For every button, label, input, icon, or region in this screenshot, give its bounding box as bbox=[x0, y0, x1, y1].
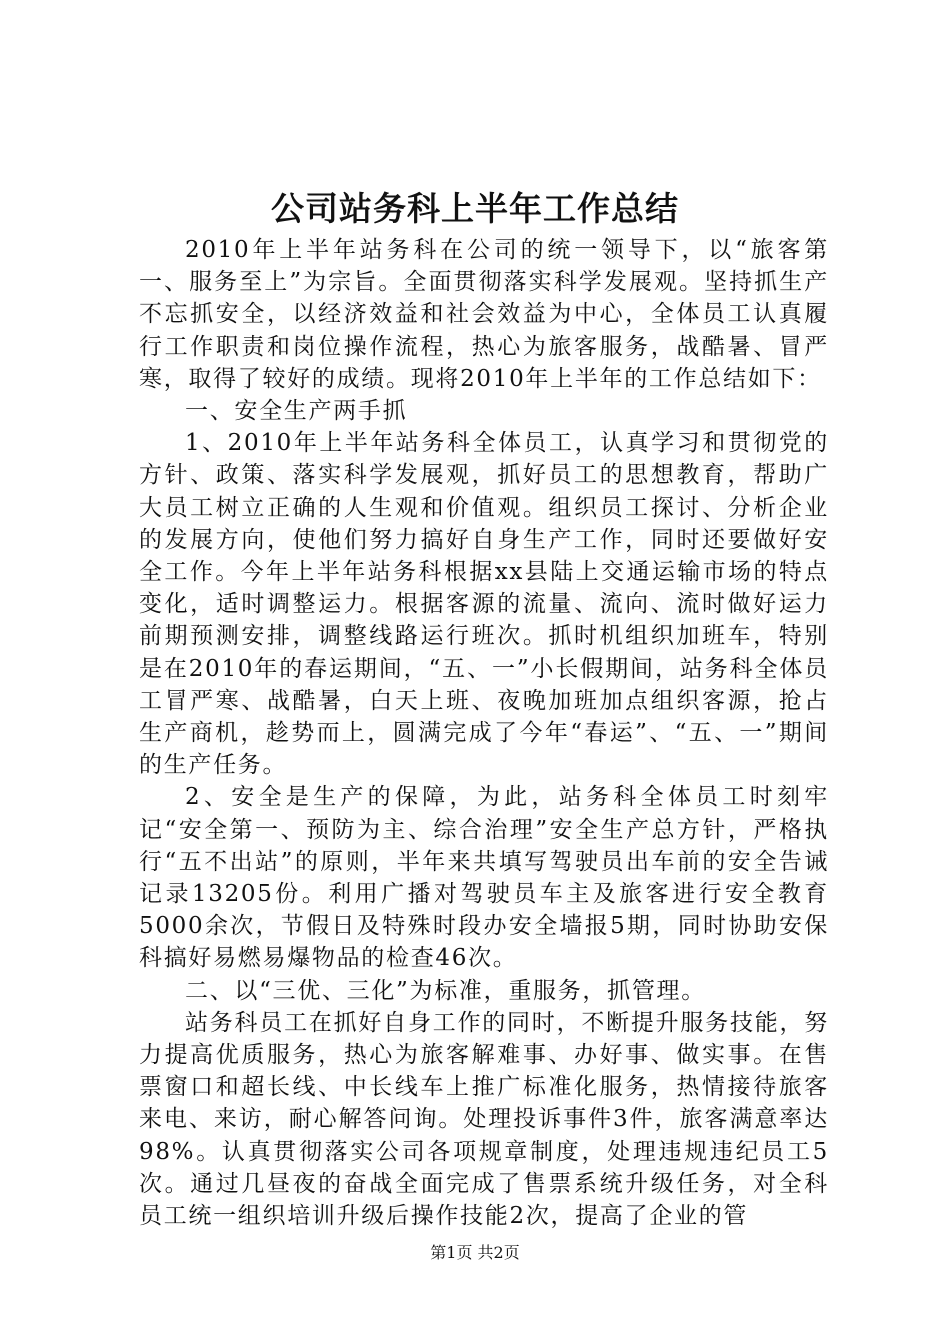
document-body bbox=[139, 234, 829, 1232]
safety-paragraph-2: 2、安全是生产的保障，为此，站务科全体员工时刻牢记“安全第一、预防为主、综合治理”安全生产总方针，严格执行“五不出站”的原则，半年来共填写驾驶员出车前的安全告诫记录13205份。利用广播对驾驶员车主及旅客进行安全教育5000余次，节假日及特殊时段办安全墙报5期，同时协助安保科搞好易燃易爆物品的检查46次。 bbox=[139, 784, 829, 972]
page-footer: 第1页 共2页 bbox=[430, 1243, 520, 1262]
safety-paragraph-1: 1、2010年上半年站务科全体员工，认真学习和贯彻党的方针、政策、落实科学发展观，抓好员工的思想教育，帮助广大员工树立正确的人生观和价值观。组织员工探讨、分析企业的发展方向，使他们努力搞好自身生产工作，同时还要做好安全工作。今年上半年站务科根据xx县陆上交通运输市场的特点变化，适时调整运力。根据客源的流量、流向、流时做好运力前期预测安排，调整线路运行班次。抓时机组织加班车，特别是在2010年的春运期间，“五、一”小长假期间，站务科全体员工冒严寒、战酷暑，白天上班、夜晚加班加点组织客源，抢占生产商机，趁势而上，圆满完成了今年“春运”、“五、一”期间的生产任务。 bbox=[139, 430, 829, 779]
service-paragraph: 站务科员工在抓好自身工作的同时，不断提升服务技能，努力提高优质服务，热心为旅客解难事、办好事、做实事。在售票窗口和超长线、中长线车上推广标准化服务，热情接待旅客来电、来访，耐心解答问询。处理投诉事件3件，旅客满意率达98%。认真贯彻落实公司各项规章制度，处理违规违纪员工5次。通过几昼夜的奋战全面完成了售票系统升级任务，对全科员工统一组织培训升级后操作技能2次，提高了企业的管 bbox=[139, 1009, 829, 1230]
section-heading-service: 二、以“三优、三化”为标准，重服务，抓管理。 bbox=[185, 977, 706, 1004]
intro-paragraph: 2010年上半年站务科在公司的统一领导下，以“旅客第一、服务至上”为宗旨。全面贯彻落实科学发展观。坚持抓生产不忘抓安全，以经济效益和社会效益为中心，全体员工认真履行工作职责和岗位操作流程，热心为旅客服务，战酷暑、冒严寒，取得了较好的成绩。现将2010年上半年的工作总结如下： bbox=[139, 237, 829, 392]
section-heading-safety: 一、安全生产两手抓 bbox=[185, 398, 408, 425]
document-title: 公司站务科上半年工作总结 bbox=[271, 189, 679, 228]
